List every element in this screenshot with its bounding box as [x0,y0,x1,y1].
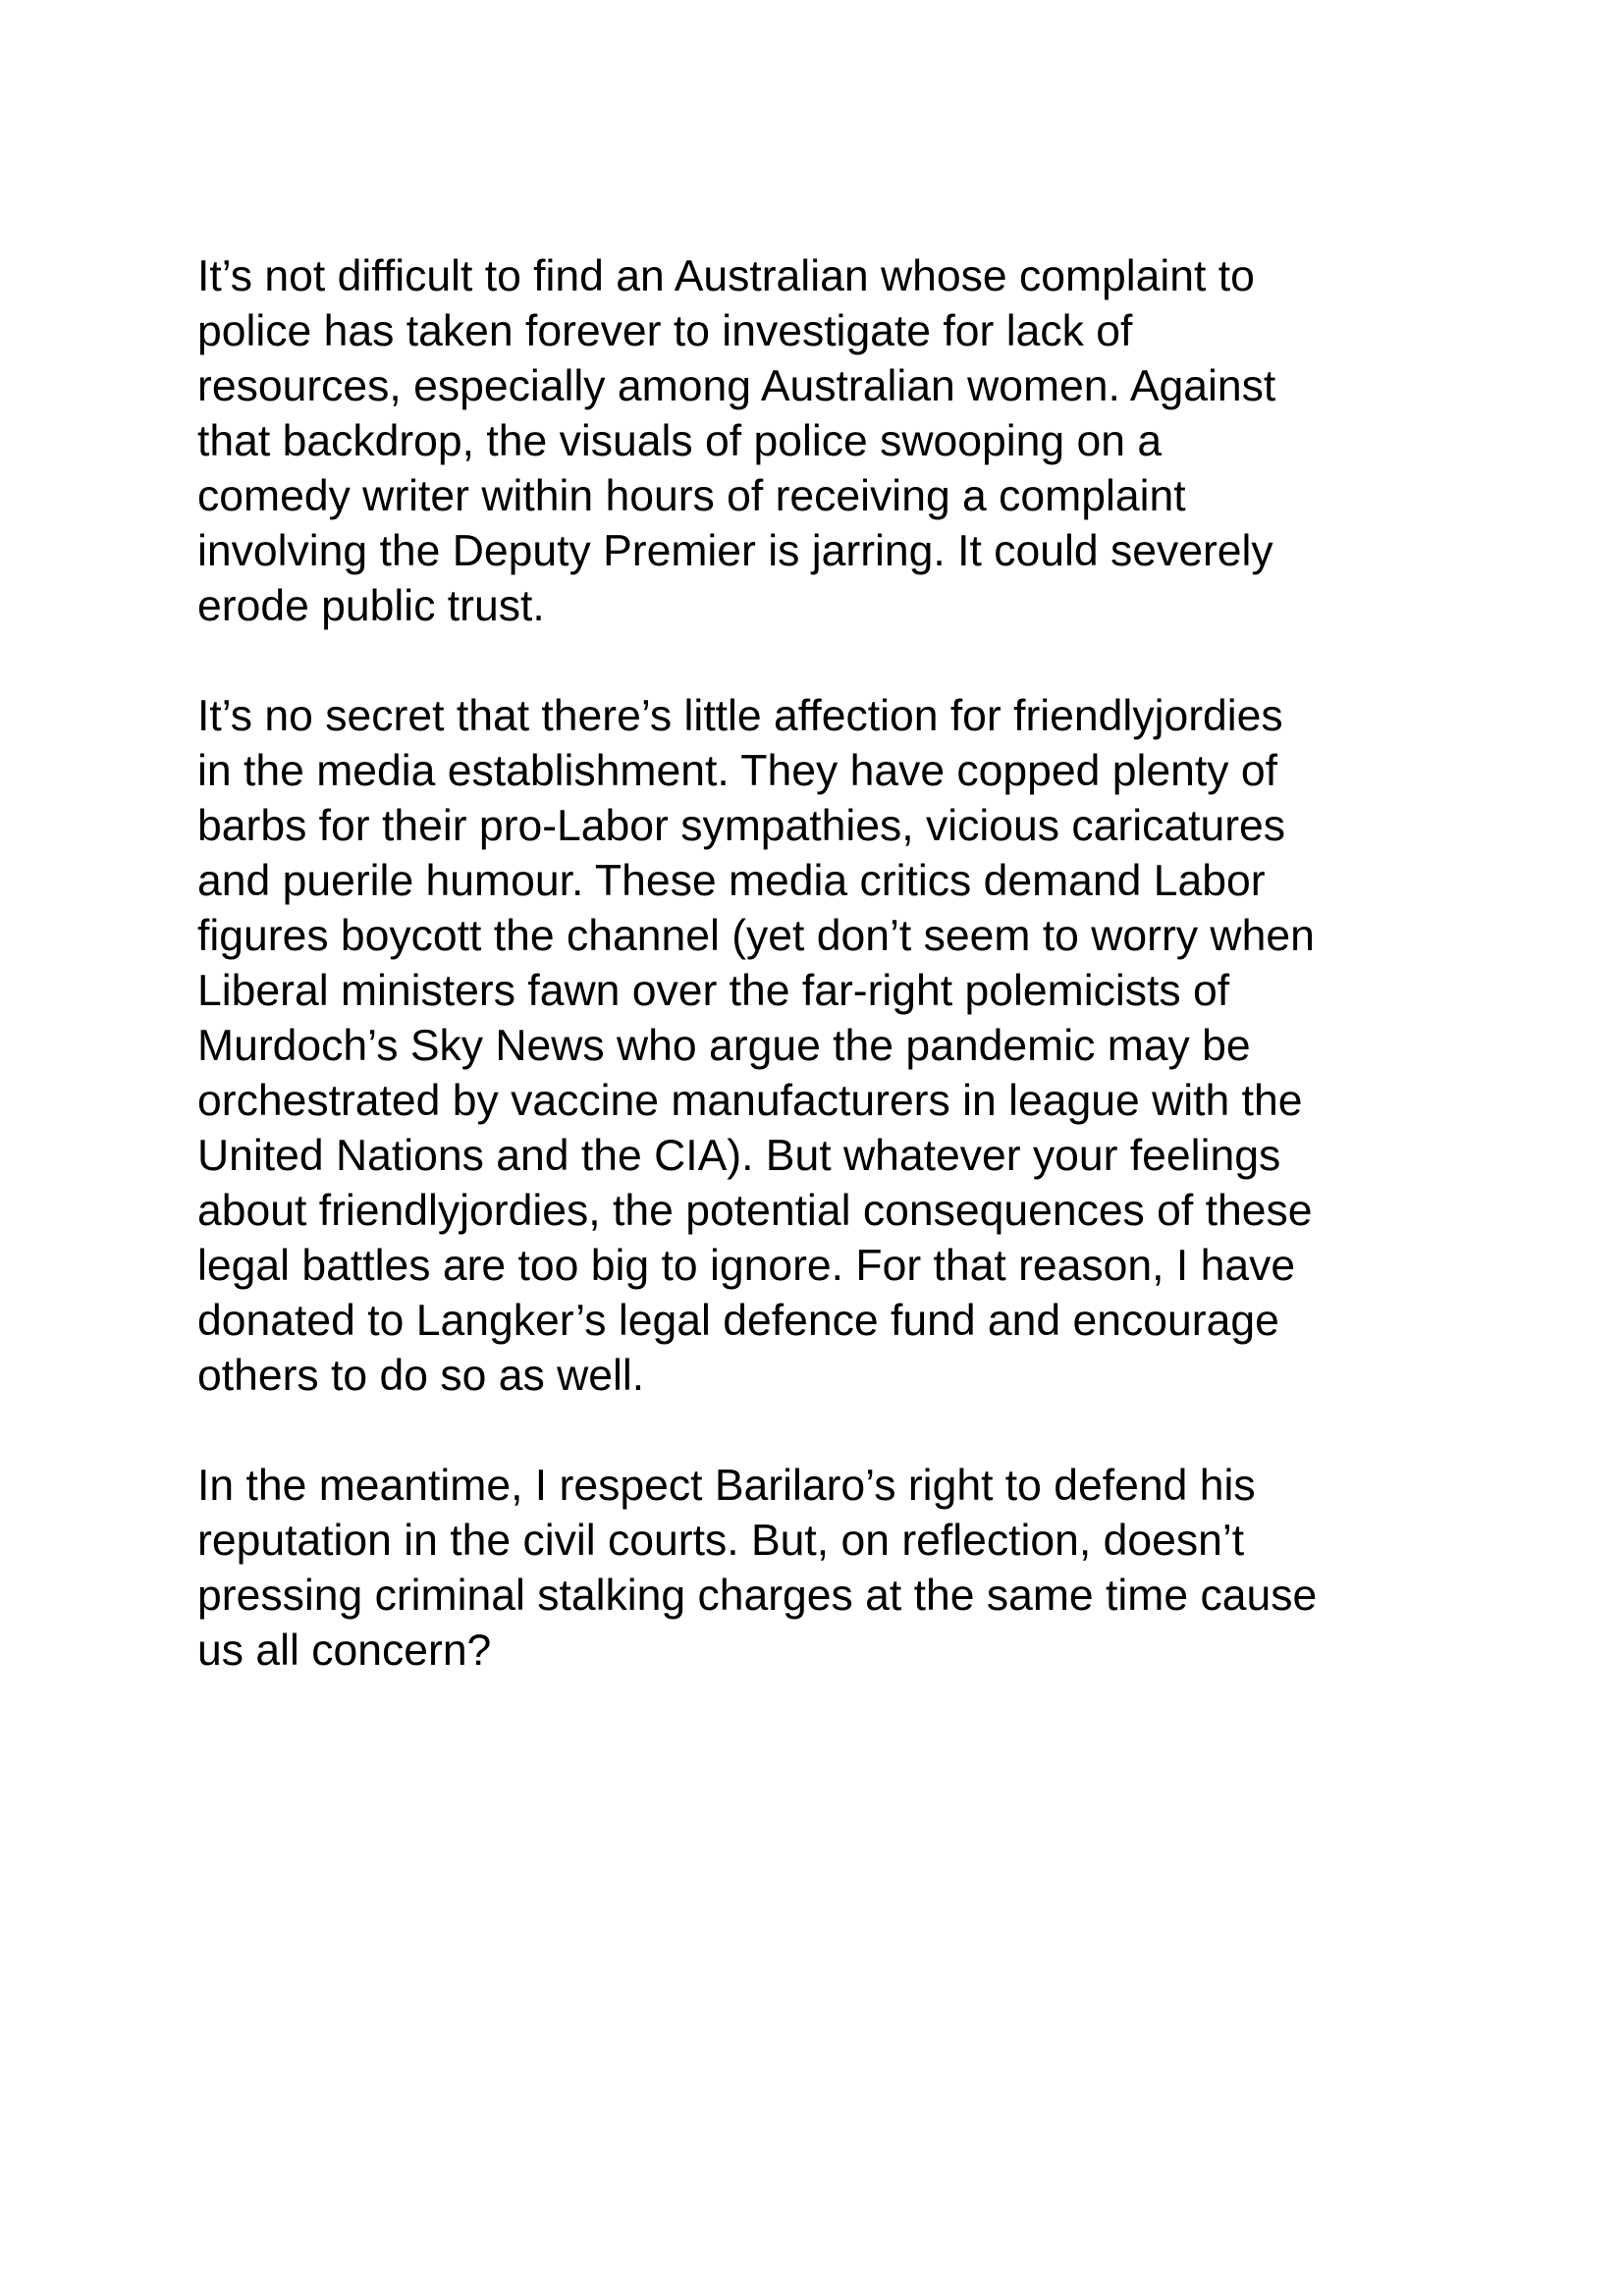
text-line: about friendlyjordies, the potential consequences of these [197,1187,1313,1235]
paragraph-2 [197,689,1444,1404]
text-line: pressing criminal stalking charges at the same time cause [197,1572,1318,1620]
text-line: involving the Deputy Premier is jarring. It could severely [197,527,1273,575]
text-line: Murdoch’s Sky News who argue the pandemic may be [197,1022,1251,1070]
text-line: United Nations and the CIA). But whatever your feelings [197,1132,1281,1180]
text-line: donated to Langker’s legal defence fund and encourage [197,1297,1279,1345]
text-line: legal battles are too big to ignore. For that reason, I have [197,1242,1296,1290]
text-line: others to do so as well. [197,1352,645,1400]
text-line: barbs for their pro-Labor sympathies, vicious caricatures [197,802,1286,850]
text-line: and puerile humour. These media critics demand Labor [197,857,1266,905]
text-line: resources, especially among Australian women. Against [197,362,1276,410]
text-line: In the meantime, I respect Barilaro’s right to defend his [197,1462,1256,1510]
text-line: us all concern? [197,1627,492,1675]
text-line: in the media establishment. They have copped plenty of [197,747,1278,795]
document-body [197,249,1444,1734]
text-line: Liberal ministers fawn over the far-right polemicists of [197,967,1230,1015]
text-line: It’s no secret that there’s little affection for friendlyjordies [197,692,1283,740]
paragraph-3 [197,1459,1444,1679]
paragraph-1 [197,249,1444,634]
text-line: comedy writer within hours of receiving a complaint [197,472,1186,520]
text-line: police has taken forever to investigate for lack of [197,307,1133,355]
text-line: It’s not difficult to find an Australian whose complaint to [197,252,1255,300]
text-line: reputation in the civil courts. But, on reflection, doesn’t [197,1517,1245,1565]
text-line: orchestrated by vaccine manufacturers in league with the [197,1077,1303,1125]
text-line: figures boycott the channel (yet don’t seem to worry when [197,912,1315,960]
text-line: erode public trust. [197,582,545,630]
text-line: that backdrop, the visuals of police swooping on a [197,417,1163,465]
